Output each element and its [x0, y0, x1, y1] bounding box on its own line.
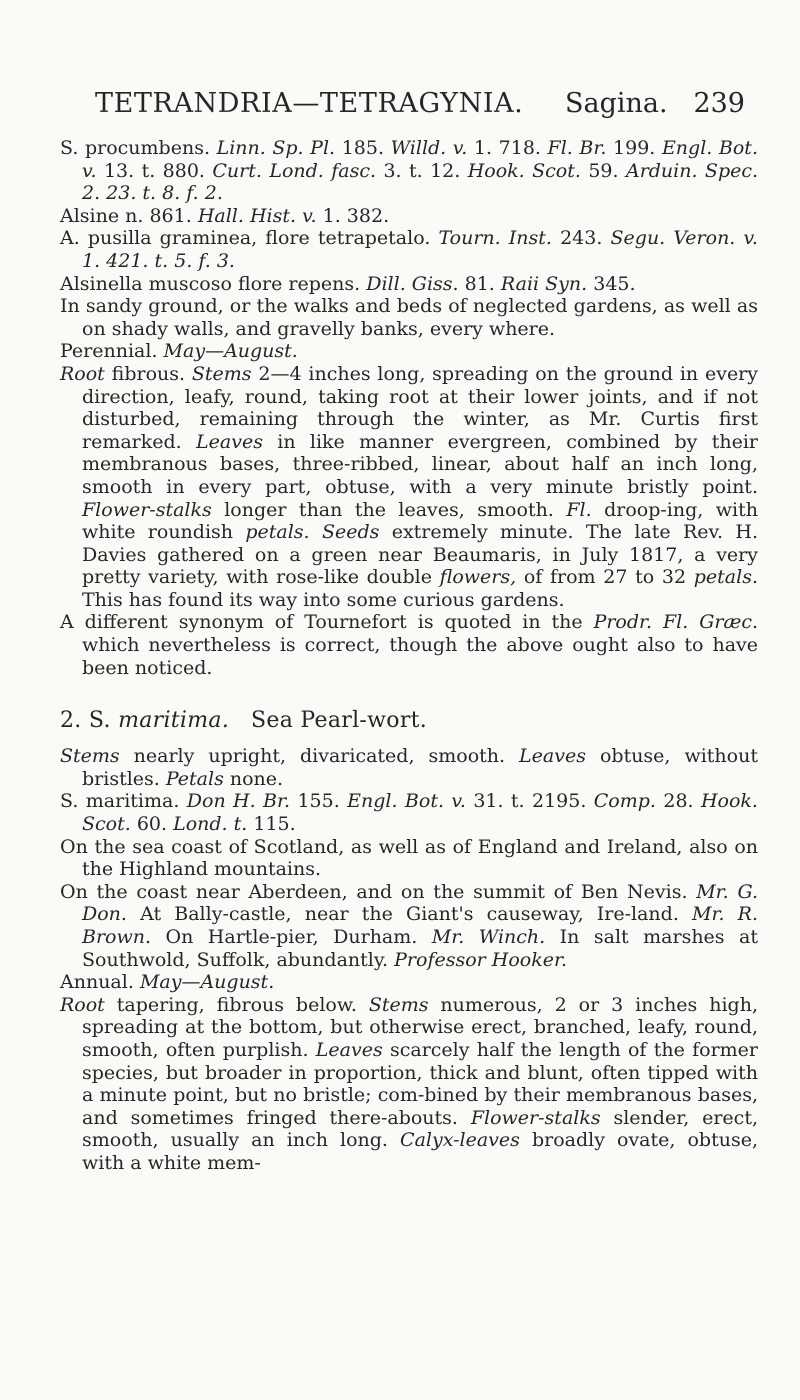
running-header — [95, 88, 745, 128]
header-title: TETRANDRIA—TETRAGYNIA. — [95, 88, 524, 119]
synonym-alsinella: Alsinella muscoso flore repens. Dill. Giss. 81. Raii Syn. 345. — [60, 272, 636, 295]
habitat-maritima: On the sea coast of Scotland, as well as of England and Ireland, also on the Highland mountains. — [60, 835, 758, 881]
synonym-alsine-pusilla: A. pusilla graminea, flore tetrapetalo. Tourn. Inst. 243. Segu. Veron. v. 1. 421. t. 5. f. 3. — [60, 227, 758, 272]
header-genus: Sagina. — [565, 88, 668, 119]
description-maritima: Root tapering, fibrous below. Stems numerous, 2 or 3 inches high, spreading at the bottom, but otherwise erect, branched, leafy, round, smooth, often purplish. Leaves scarcely half the length of the former species, but broader in proportion, thick and blunt, often tipped with a minute point, but no bristle; com-bined by their membranous bases, and sometimes fringed there-abouts. Flower-stalks slender, erect, smooth, usually an inch long. Calyx-leaves broadly ovate, obtuse, with a white mem- — [60, 993, 758, 1174]
heading-gap — [60, 735, 758, 745]
species-heading-maritima: 2. S. maritima. Sea Pearl-wort. — [60, 708, 428, 734]
synonym-procumbens: S. procumbens. Linn. Sp. Pl. 185. Willd. v. 1. 718. Fl. Br. 199. Engl. Bot. v. 13. t. 880. Curt. Lond. fasc. 3. t. 12. Hook. Scot. 59. Arduin. Spec. 2. 23. t. 8. f. 2. — [60, 137, 759, 205]
duration-procumbens: Perennial. May—August. — [60, 340, 298, 363]
duration-maritima: Annual. May—August. — [60, 971, 275, 994]
page-body — [60, 137, 758, 1175]
habitat-procumbens: In sandy ground, or the walks and beds of neglected gardens, as well as on shady walls, and gravelly banks, every where. — [60, 295, 758, 340]
character-maritima: Stems nearly upright, divaricated, smooth. Leaves obtuse, without bristles. Petals none. — [60, 745, 758, 790]
description-procumbens: Root fibrous. Stems 2—4 inches long, spreading on the ground in every direction, leafy, round, taking root at their lower joints, and if not disturbed, remaining through the winter, as Mr. Curtis first remarked. Leaves in like manner evergreen, combined by their membranous bases, three-ribbed, linear, about half an inch long, smooth in every part, obtuse, with a very minute bristly point. Flower-stalks longer than the leaves, smooth. Fl. droop-ing, with white roundish petals. Seeds extremely minute. The late Rev. H. Davies gathered on a green near Beaumaris, in July 1817, a very pretty variety, with rose-like double flowers, of from 27 to 32 petals. This has found its way into some curious gardens. — [60, 362, 759, 611]
synonym-alsine: Alsine n. 861. Hall. Hist. v. 1. 382. — [60, 204, 390, 227]
page-number: 239 — [693, 88, 745, 119]
localities-maritima: On the coast near Aberdeen, and on the summit of Ben Nevis. Mr. G. Don. At Bally-castle, near the Giant's causeway, Ire-land. Mr. R. Brown. On Hartle-pier, Durham. Mr. Winch. In salt marshes at Southwold, Suffolk, abundantly. Professor Hooker. — [60, 880, 758, 971]
synonym-maritima: S. maritima. Don H. Br. 155. Engl. Bot. v. 31. t. 2195. Comp. 28. Hook. Scot. 60. Lond. t. 115. — [60, 790, 758, 836]
section-gap — [60, 679, 758, 707]
note-tournefort: A different synonym of Tournefort is quoted in the Prodr. Fl. Græc. which nevertheless is correct, though the above ought also to have been noticed. — [60, 611, 759, 679]
